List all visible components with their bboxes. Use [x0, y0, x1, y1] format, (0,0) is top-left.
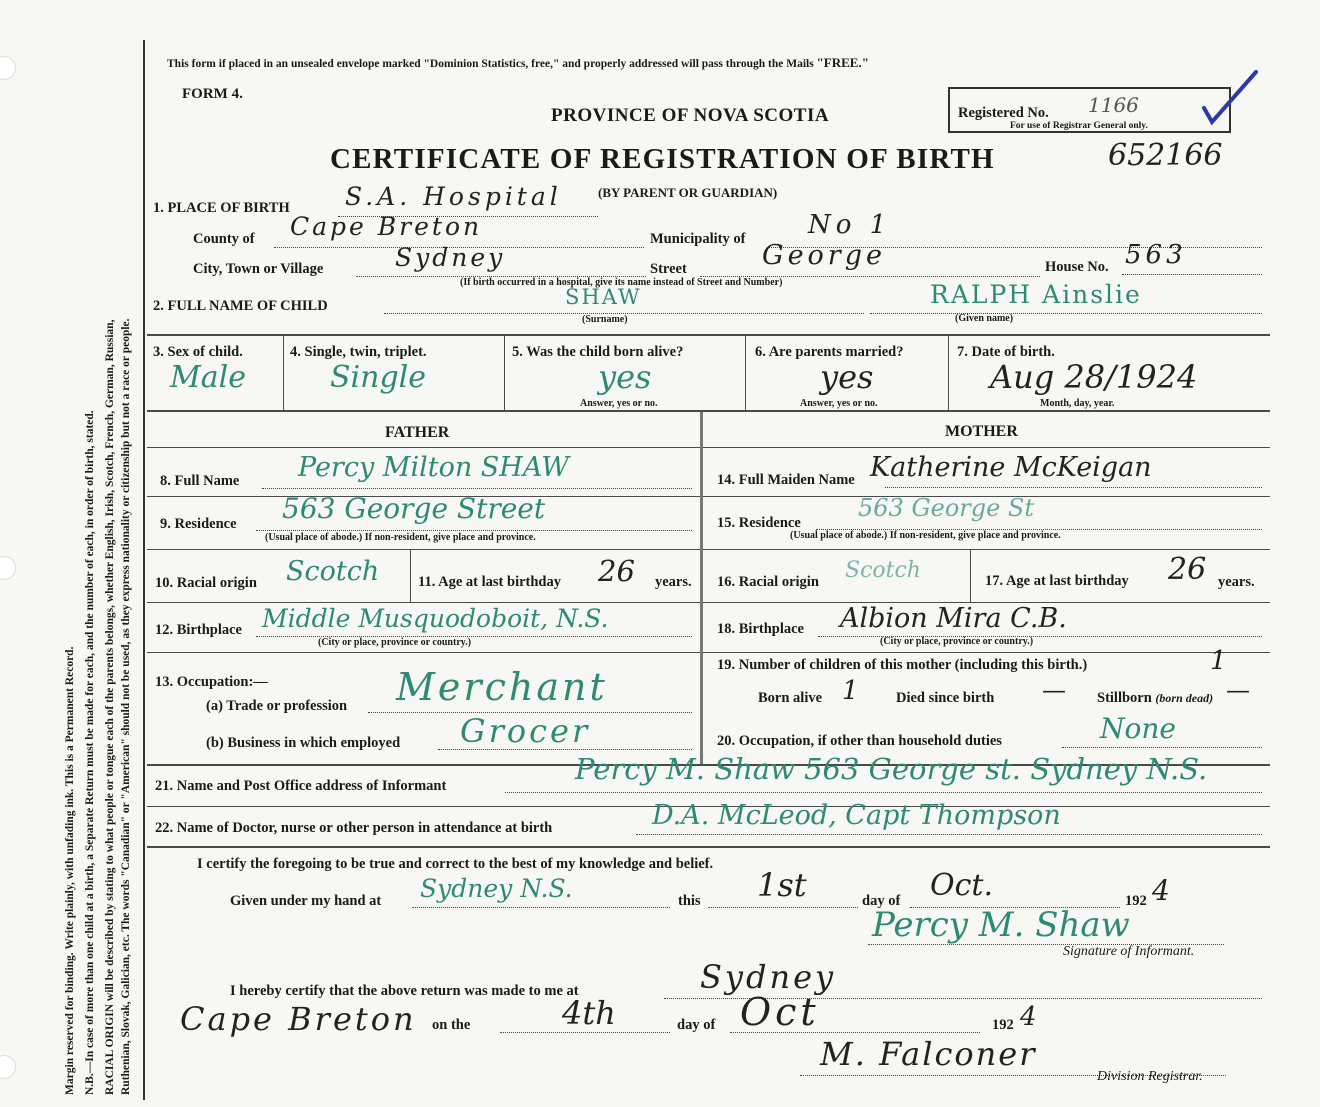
father-residence-value: 563 George Street — [282, 492, 546, 525]
street-value: George — [762, 240, 886, 271]
plurality-label: 4. Single, twin, triplet. — [290, 344, 427, 360]
father-age-value: 26 — [598, 554, 635, 588]
given-place-value: Sydney N.S. — [420, 874, 573, 903]
mother-residence-value: 563 George St — [858, 494, 1035, 522]
place-of-birth-value: S.A. Hospital — [345, 182, 562, 211]
binding-hole-middle — [0, 556, 16, 580]
registrar-on-the-label: on the — [432, 1017, 471, 1033]
certify-day-of-label: day of — [862, 893, 901, 909]
mother-name-label: 14. Full Maiden Name — [717, 472, 855, 488]
mother-occupation-label: 20. Occupation, if other than household duties — [717, 733, 1002, 749]
certify-year-prefix: 192 — [1125, 893, 1147, 909]
margin-note-3: RACIAL ORIGIN will be described by stating to what people or tongue each of the parents belongs, whether English, Irish, Scotch, French, German, Russian, — [104, 319, 116, 1095]
county-value: Cape Breton — [290, 212, 483, 241]
mother-racial-value: Scotch — [845, 558, 921, 583]
dob-label: 7. Date of birth. — [957, 344, 1055, 360]
trade-value: Merchant — [396, 665, 608, 709]
plurality-value: Single — [330, 360, 427, 395]
father-residence-caption: (Usual place of abode.) If non-resident, give place and province. — [265, 532, 536, 543]
registrar-month-value: Oct — [740, 990, 820, 1034]
division-registrar-caption: Division Registrar. — [1097, 1069, 1203, 1084]
mother-racial-label: 16. Racial origin — [717, 574, 819, 590]
mother-years: years. — [1218, 574, 1255, 590]
born-alive-caption: Answer, yes or no. — [580, 398, 658, 409]
business-value: Grocer — [460, 712, 591, 750]
given-name-caption: (Given name) — [955, 313, 1014, 324]
father-occupation-label: 13. Occupation:— — [155, 674, 268, 690]
father-residence-label: 9. Residence — [160, 516, 237, 532]
certificate-number: 652166 — [1108, 138, 1223, 173]
dob-caption: Month, day, year. — [1040, 398, 1115, 409]
registrar-day-value: 4th — [562, 994, 616, 1032]
doctor-value: D.A. McLeod, Capt Thompson — [652, 800, 1061, 831]
sex-label: 3. Sex of child. — [153, 344, 243, 360]
city-value: Sydney — [395, 243, 506, 272]
margin-border — [143, 40, 145, 1100]
child-name-label: 2. FULL NAME OF CHILD — [153, 298, 328, 314]
born-alive-label: 5. Was the child born alive? — [512, 344, 684, 360]
mother-birthplace-label: 18. Birthplace — [717, 621, 804, 637]
column-divider — [700, 412, 703, 764]
child-given-name: RALPH Ainslie — [930, 280, 1142, 309]
informant-signature: Percy M. Shaw — [872, 905, 1130, 945]
father-racial-value: Scotch — [286, 556, 380, 587]
stillborn-label: Stillborn (born dead) — [1097, 690, 1214, 706]
binding-hole-top — [0, 56, 16, 80]
sex-value: Male — [170, 360, 246, 395]
married-caption: Answer, yes or no. — [800, 398, 878, 409]
hospital-note: (If birth occurred in a hospital, give its name instead of Street and Number) — [460, 277, 783, 288]
registrar-note: For use of Registrar General only. — [1010, 121, 1148, 131]
registered-number: 1166 — [1088, 93, 1139, 117]
children-count-label: 19. Number of children of this mother (including this birth.) — [717, 657, 1088, 673]
registrar-place-value: Sydney — [700, 958, 837, 996]
father-heading: FATHER — [385, 424, 450, 441]
county-label: County of — [193, 231, 255, 247]
child-surname: SHAW — [565, 285, 642, 309]
stillborn-value: — — [1226, 676, 1250, 704]
place-of-birth-label: 1. PLACE OF BIRTH — [153, 200, 290, 216]
father-birthplace-value: Middle Musquodoboit, N.S. — [262, 604, 609, 633]
certificate-title: CERTIFICATE OF REGISTRATION OF BIRTH — [330, 143, 995, 175]
registrar-year-suffix: 4 — [1020, 1002, 1037, 1032]
died-since-birth-label: Died since birth — [896, 690, 995, 706]
municipality-value: No 1 — [808, 210, 892, 240]
born-alive-count-value: 1 — [842, 676, 859, 706]
surname-caption: (Surname) — [582, 314, 628, 325]
father-racial-label: 10. Racial origin — [155, 575, 257, 591]
municipality-label: Municipality of — [650, 231, 746, 247]
margin-note-1: Margin reserved for binding. Write plainly, with unfading ink. This is a Permanent Record. — [64, 646, 76, 1095]
born-alive-count-label: Born alive — [758, 690, 823, 706]
father-years: years. — [655, 574, 692, 590]
informant-label: 21. Name and Post Office address of Informant — [155, 778, 447, 794]
house-value: 563 — [1125, 240, 1187, 270]
born-alive-value: yes — [598, 358, 652, 396]
house-label: House No. — [1045, 259, 1109, 275]
dob-value: Aug 28/1924 — [990, 358, 1198, 396]
city-label: City, Town or Village — [193, 261, 324, 277]
certify-day-value: 1st — [757, 866, 807, 904]
given-under-hand-label: Given under my hand at — [230, 893, 382, 909]
registered-box — [948, 87, 1231, 133]
mother-birthplace-caption: (City or place, province or country.) — [880, 636, 1034, 647]
certify-statement: I certify the foregoing to be true and correct to the best of my knowledge and belief. — [197, 856, 714, 872]
doctor-label: 22. Name of Doctor, nurse or other person in attendance at birth — [155, 820, 553, 836]
married-label: 6. Are parents married? — [755, 344, 904, 360]
registrar-year-prefix: 192 — [992, 1017, 1014, 1033]
by-parent-caption: (BY PARENT OR GUARDIAN) — [598, 185, 778, 200]
registrar-day-of-label: day of — [677, 1017, 716, 1033]
children-count-value: 1 — [1210, 646, 1227, 676]
died-since-birth-value: — — [1042, 676, 1066, 704]
mother-heading: MOTHER — [945, 423, 1018, 440]
mother-birthplace-value: Albion Mira C.B. — [840, 603, 1067, 634]
father-age-label: 11. Age at last birthday — [418, 574, 561, 590]
margin-note-2: N.B.—In case of more than one child at a birth, a Separate Return must be made for each, and the number of each, in order of birth, stated. — [84, 410, 96, 1095]
this-label: this — [678, 893, 701, 909]
registrar-county-value: Cape Breton — [180, 1000, 417, 1038]
mother-age-label: 17. Age at last birthday — [985, 573, 1129, 589]
mother-age-value: 26 — [1168, 552, 1207, 587]
father-birthplace-label: 12. Birthplace — [155, 622, 242, 638]
mother-occupation-value: None — [1100, 712, 1176, 745]
mother-residence-caption: (Usual place of abode.) If non-resident, give place and province. — [790, 530, 1061, 541]
margin-note-4: Ruthenian, Slovak, Galician, etc. The words "Canadian" or "American" should not be used, as they express nationality or citizenship but not a race or people. — [120, 318, 132, 1095]
mother-residence-label: 15. Residence — [717, 515, 801, 531]
province-heading: PROVINCE OF NOVA SCOTIA — [551, 105, 830, 126]
father-birthplace-caption: (City or place, province or country.) — [318, 637, 472, 648]
mail-notice: This form if placed in an unsealed envelope marked "Dominion Statistics, free," and properly addressed will pass through the Mails "FREE." — [167, 55, 869, 70]
business-label: (b) Business in which employed — [206, 735, 401, 751]
registered-label: Registered No. — [958, 105, 1049, 121]
informant-value: Percy M. Shaw 563 George st. Sydney N.S. — [575, 752, 1208, 786]
married-value: yes — [820, 358, 874, 396]
registrar-statement: I hereby certify that the above return was made to me at — [230, 983, 579, 999]
father-name-label: 8. Full Name — [160, 473, 240, 489]
check-mark-icon — [1200, 68, 1260, 128]
form-number: FORM 4. — [182, 86, 243, 102]
trade-label: (a) Trade or profession — [206, 698, 348, 714]
binding-hole-bottom — [0, 1055, 16, 1079]
father-name-value: Percy Milton SHAW — [298, 452, 569, 483]
registrar-signature: M. Falconer — [820, 1035, 1037, 1073]
street-label: Street — [650, 261, 687, 277]
mother-name-value: Katherine McKeigan — [870, 452, 1152, 483]
certify-month-value: Oct. — [930, 868, 993, 903]
informant-signature-caption: Signature of Informant. — [1063, 944, 1195, 959]
table-top-border — [147, 334, 1270, 336]
certify-year-suffix: 4 — [1152, 874, 1170, 907]
